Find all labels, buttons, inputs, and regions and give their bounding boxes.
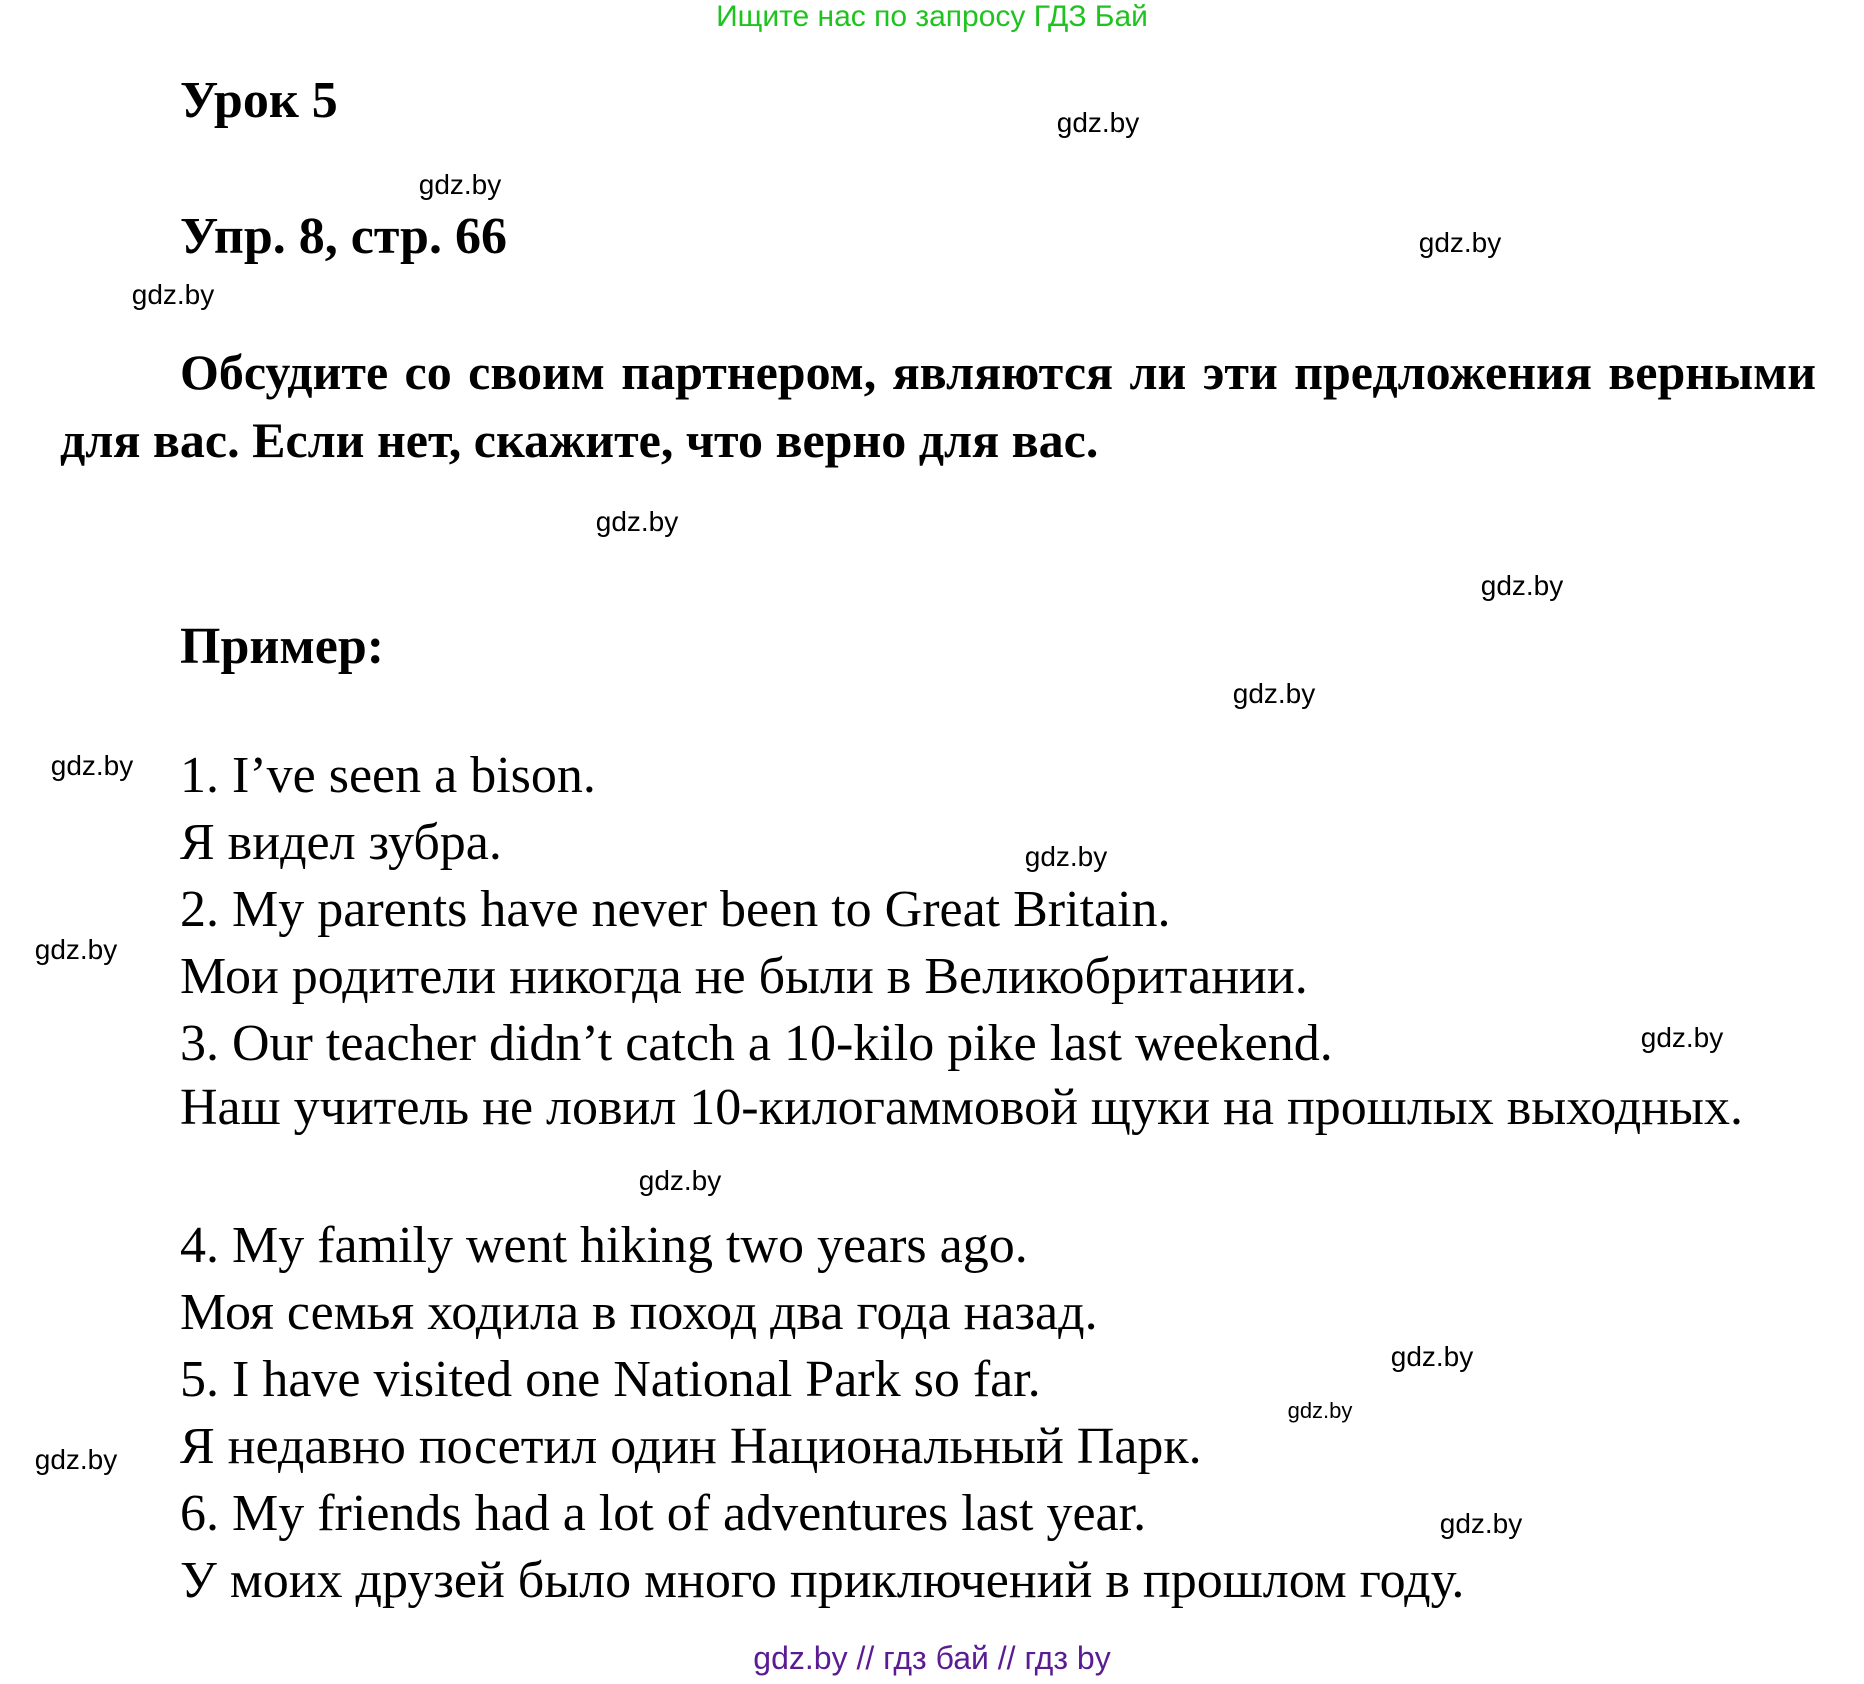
watermark: gdz.by — [1056, 107, 1140, 138]
example-label: Пример: — [180, 618, 385, 675]
task-text: Обсудите со своим партнером, являются ли эти предложения верными для вас. Если нет, скажите, что верно для вас. — [60, 344, 1816, 468]
watermark: gdz.by — [1439, 1508, 1523, 1539]
watermark: gdz.by — [34, 934, 118, 965]
watermark: gdz.by — [50, 750, 134, 781]
footer-watermark: gdz.by // гдз бай // гдз by — [753, 1640, 1111, 1676]
watermark: gdz.by — [1418, 227, 1502, 258]
watermark: gdz.by — [1640, 1022, 1724, 1053]
sentence-5-ru: Я недавно посетил один Национальный Парк. — [180, 1418, 1202, 1475]
sentence-1-ru: Я видел зубра. — [180, 814, 502, 871]
watermark: gdz.by — [595, 506, 679, 537]
watermark: gdz.by — [1480, 570, 1564, 601]
watermark: gdz.by — [1024, 841, 1108, 872]
watermark: gdz.by — [418, 169, 502, 200]
sentence-3-ru: Наш учитель не ловил 10-килогаммовой щуки на прошлых выходных. — [180, 1079, 1743, 1136]
sentence-1-en: 1. I’ve seen a bison. — [180, 747, 596, 804]
sentence-2-en: 2. My parents have never been to Great Britain. — [180, 881, 1171, 938]
exercise-title: Упр. 8, стр. 66 — [180, 208, 507, 265]
watermark: gdz.by — [34, 1444, 118, 1475]
lesson-title: Урок 5 — [180, 72, 338, 129]
watermark: gdz.by — [1390, 1341, 1474, 1372]
watermark: gdz.by — [638, 1165, 722, 1196]
sentence-5-en: 5. I have visited one National Park so far. — [180, 1351, 1041, 1408]
watermark: gdz.by — [131, 279, 215, 310]
header-notice: Ищите нас по запросу ГДЗ Бай — [716, 0, 1148, 33]
sentence-4-en: 4. My family went hiking two years ago. — [180, 1217, 1028, 1274]
sentence-6-en: 6. My friends had a lot of adventures last year. — [180, 1485, 1147, 1542]
sentence-3-en: 3. Our teacher didn’t catch a 10-kilo pike last weekend. — [180, 1015, 1333, 1072]
sentence-6-ru: У моих друзей было много приключений в прошлом году. — [180, 1552, 1465, 1609]
sentence-4-ru: Моя семья ходила в поход два года назад. — [180, 1284, 1098, 1341]
sentence-2-ru: Мои родители никогда не были в Великобритании. — [180, 948, 1308, 1005]
watermark: gdz.by — [1232, 678, 1316, 709]
watermark: gdz.by — [1287, 1398, 1353, 1423]
